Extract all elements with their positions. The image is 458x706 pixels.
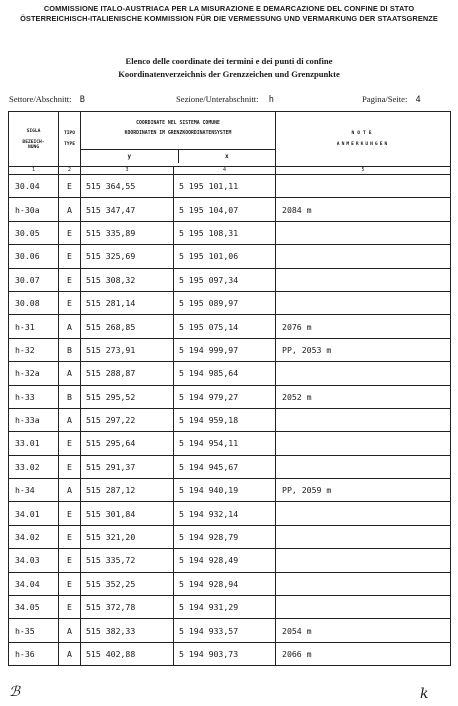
page-label: Pagina/Seite: bbox=[362, 94, 408, 104]
signature-right: k bbox=[420, 686, 429, 702]
header-note-line-2: ANMERKUNGEN bbox=[336, 142, 390, 147]
cell-tipo: A bbox=[59, 315, 81, 338]
cell-y: 515 372,78 bbox=[81, 596, 174, 619]
table-row bbox=[9, 362, 451, 385]
cell-tipo: E bbox=[59, 268, 81, 291]
cell-y: 515 382,33 bbox=[81, 619, 174, 642]
document-title-german: Koordinatenverzeichnis der Grenzzeichen und Grenzpunkte bbox=[118, 69, 340, 79]
table-row bbox=[9, 572, 451, 595]
cell-y: 515 295,52 bbox=[81, 385, 174, 408]
cell-y: 515 288,87 bbox=[81, 362, 174, 385]
table-row bbox=[9, 455, 451, 478]
sector-label: Settore/Abschnitt: bbox=[9, 94, 72, 104]
table-row bbox=[9, 408, 451, 431]
table-row bbox=[9, 596, 451, 619]
cell-tipo: E bbox=[59, 525, 81, 548]
cell-sigla: h-32 bbox=[9, 338, 59, 361]
cell-tipo: E bbox=[59, 572, 81, 595]
column-number-row bbox=[9, 167, 451, 175]
column-number: 4 bbox=[174, 167, 276, 175]
table-row bbox=[9, 385, 451, 408]
cell-sigla: h-33 bbox=[9, 385, 59, 408]
cell-x: 5 195 101,11 bbox=[174, 175, 276, 198]
cell-note: 2076 m bbox=[276, 315, 451, 338]
cell-x: 5 194 903,73 bbox=[174, 642, 276, 665]
commission-title-italian: COMMISSIONE ITALO-AUSTRIACA PER LA MISURAZIONE E DEMARCAZIONE DEL CONFINE DI STATO bbox=[43, 4, 415, 13]
cell-x: 5 195 108,31 bbox=[174, 221, 276, 244]
cell-sigla: 34.01 bbox=[9, 502, 59, 525]
cell-note bbox=[276, 549, 451, 572]
table-row bbox=[9, 502, 451, 525]
header-note bbox=[276, 112, 451, 167]
cell-note bbox=[276, 502, 451, 525]
table-row bbox=[9, 245, 451, 268]
header-x: x bbox=[224, 153, 229, 160]
cell-x: 5 195 101,06 bbox=[174, 245, 276, 268]
cell-y: 515 335,72 bbox=[81, 549, 174, 572]
cell-x: 5 194 931,29 bbox=[174, 596, 276, 619]
cell-x: 5 194 928,49 bbox=[174, 549, 276, 572]
cell-tipo: E bbox=[59, 432, 81, 455]
cell-note bbox=[276, 408, 451, 431]
header-coord-line-1: COORDINATE NEL SISTEMA COMUNE bbox=[136, 121, 220, 126]
cell-tipo: A bbox=[59, 619, 81, 642]
section-field bbox=[176, 94, 274, 105]
cell-y: 515 308,32 bbox=[81, 268, 174, 291]
cell-tipo: E bbox=[59, 175, 81, 198]
cell-note bbox=[276, 268, 451, 291]
table-row bbox=[9, 525, 451, 548]
cell-tipo: E bbox=[59, 549, 81, 572]
header-sigla-line-1: SIGLA bbox=[26, 128, 41, 134]
sector-field bbox=[9, 94, 85, 105]
cell-tipo: A bbox=[59, 408, 81, 431]
cell-note bbox=[276, 596, 451, 619]
header-tipo-line-1: TIPO bbox=[63, 131, 76, 136]
cell-note: PP, 2053 m bbox=[276, 338, 451, 361]
cell-sigla: 30.08 bbox=[9, 291, 59, 314]
cell-x: 5 194 979,27 bbox=[174, 385, 276, 408]
cell-y: 515 295,64 bbox=[81, 432, 174, 455]
cell-note: 2084 m bbox=[276, 198, 451, 221]
header-tipo bbox=[59, 112, 81, 167]
table-row bbox=[9, 549, 451, 572]
cell-note bbox=[276, 572, 451, 595]
cell-tipo: B bbox=[59, 385, 81, 408]
cell-x: 5 195 104,07 bbox=[174, 198, 276, 221]
cell-sigla: h-32a bbox=[9, 362, 59, 385]
cell-sigla: 30.06 bbox=[9, 245, 59, 268]
signature-left: ℬ bbox=[9, 684, 21, 700]
cell-sigla: 33.01 bbox=[9, 432, 59, 455]
cell-sigla: 30.04 bbox=[9, 175, 59, 198]
cell-sigla: h-34 bbox=[9, 479, 59, 502]
cell-sigla: 34.03 bbox=[9, 549, 59, 572]
cell-tipo: E bbox=[59, 502, 81, 525]
table-row bbox=[9, 198, 451, 221]
cell-y: 515 402,88 bbox=[81, 642, 174, 665]
header-coordinates bbox=[81, 112, 276, 167]
cell-note bbox=[276, 175, 451, 198]
cell-y: 515 364,55 bbox=[81, 175, 174, 198]
cell-x: 5 194 932,14 bbox=[174, 502, 276, 525]
cell-x: 5 194 928,79 bbox=[174, 525, 276, 548]
cell-note: PP, 2059 m bbox=[276, 479, 451, 502]
cell-sigla: h-35 bbox=[9, 619, 59, 642]
cell-note bbox=[276, 362, 451, 385]
cell-y: 515 273,91 bbox=[81, 338, 174, 361]
cell-note bbox=[276, 245, 451, 268]
cell-x: 5 194 945,67 bbox=[174, 455, 276, 478]
cell-note: 2054 m bbox=[276, 619, 451, 642]
cell-tipo: E bbox=[59, 455, 81, 478]
coordinates-table bbox=[8, 111, 451, 666]
cell-tipo: A bbox=[59, 198, 81, 221]
cell-y: 515 291,37 bbox=[81, 455, 174, 478]
cell-x: 5 194 999,97 bbox=[174, 338, 276, 361]
table-row bbox=[9, 619, 451, 642]
cell-x: 5 194 928,94 bbox=[174, 572, 276, 595]
cell-note bbox=[276, 291, 451, 314]
cell-x: 5 195 075,14 bbox=[174, 315, 276, 338]
cell-tipo: E bbox=[59, 291, 81, 314]
cell-note bbox=[276, 455, 451, 478]
cell-sigla: 34.02 bbox=[9, 525, 59, 548]
cell-sigla: 30.05 bbox=[9, 221, 59, 244]
cell-y: 515 335,89 bbox=[81, 221, 174, 244]
header-sigla bbox=[9, 112, 59, 167]
cell-x: 5 194 954,11 bbox=[174, 432, 276, 455]
header-tipo-line-2: TYPE bbox=[63, 142, 76, 147]
cell-y: 515 287,12 bbox=[81, 479, 174, 502]
cell-sigla: 34.05 bbox=[9, 596, 59, 619]
cell-y: 515 321,20 bbox=[81, 525, 174, 548]
cell-sigla: h-30a bbox=[9, 198, 59, 221]
cell-note: 2066 m bbox=[276, 642, 451, 665]
cell-x: 5 194 933,57 bbox=[174, 619, 276, 642]
cell-sigla: h-36 bbox=[9, 642, 59, 665]
cell-y: 515 301,84 bbox=[81, 502, 174, 525]
cell-note bbox=[276, 525, 451, 548]
cell-sigla: 34.04 bbox=[9, 572, 59, 595]
cell-x: 5 195 089,97 bbox=[174, 291, 276, 314]
cell-x: 5 194 940,19 bbox=[174, 479, 276, 502]
cell-sigla: 33.02 bbox=[9, 455, 59, 478]
table-row bbox=[9, 432, 451, 455]
cell-tipo: E bbox=[59, 221, 81, 244]
cell-y: 515 325,69 bbox=[81, 245, 174, 268]
cell-tipo: A bbox=[59, 642, 81, 665]
header-sigla-line-2: BEZEICH- bbox=[22, 139, 45, 145]
table-row bbox=[9, 175, 451, 198]
cell-sigla: h-33a bbox=[9, 408, 59, 431]
column-number: 5 bbox=[276, 167, 451, 175]
cell-y: 515 297,22 bbox=[81, 408, 174, 431]
cell-tipo: A bbox=[59, 362, 81, 385]
column-number: 1 bbox=[9, 167, 59, 175]
page-value: 4 bbox=[415, 95, 421, 105]
cell-note: 2052 m bbox=[276, 385, 451, 408]
cell-x: 5 194 959,18 bbox=[174, 408, 276, 431]
cell-y: 515 281,14 bbox=[81, 291, 174, 314]
header-y: y bbox=[81, 150, 179, 163]
table-row bbox=[9, 315, 451, 338]
cell-note bbox=[276, 432, 451, 455]
header-coord-line-2: KOORDINATEN IM GRENZKOORDINATENSYSTEM bbox=[124, 131, 232, 136]
commission-title-german: ÖSTERREICHISCH-ITALIENISCHE KOMMISSION FÜR DIE VERMESSUNG UND VERMARKUNG DER STAATSGRENZE bbox=[20, 14, 438, 23]
table-row bbox=[9, 221, 451, 244]
cell-tipo: A bbox=[59, 479, 81, 502]
cell-y: 515 352,25 bbox=[81, 572, 174, 595]
column-number: 3 bbox=[81, 167, 174, 175]
section-value: h bbox=[268, 95, 274, 105]
cell-tipo: E bbox=[59, 245, 81, 268]
column-number: 2 bbox=[59, 167, 81, 175]
table-row bbox=[9, 479, 451, 502]
table-row bbox=[9, 268, 451, 291]
cell-y: 515 347,47 bbox=[81, 198, 174, 221]
sector-value: B bbox=[79, 95, 85, 105]
header-sigla-line-3: NUNG bbox=[27, 144, 40, 150]
cell-x: 5 194 985,64 bbox=[174, 362, 276, 385]
table-row bbox=[9, 291, 451, 314]
table-row bbox=[9, 642, 451, 665]
header-note-line-1: NOTE bbox=[351, 131, 375, 136]
cell-x: 5 195 097,34 bbox=[174, 268, 276, 291]
cell-sigla: 30.07 bbox=[9, 268, 59, 291]
cell-y: 515 268,85 bbox=[81, 315, 174, 338]
table-row bbox=[9, 338, 451, 361]
cell-tipo: B bbox=[59, 338, 81, 361]
cell-note bbox=[276, 221, 451, 244]
cell-tipo: E bbox=[59, 596, 81, 619]
section-label: Sezione/Unterabschnitt: bbox=[176, 94, 259, 104]
document-title-italian: Elenco delle coordinate dei termini e dei punti di confine bbox=[125, 56, 333, 66]
page-field bbox=[362, 94, 421, 105]
cell-sigla: h-31 bbox=[9, 315, 59, 338]
